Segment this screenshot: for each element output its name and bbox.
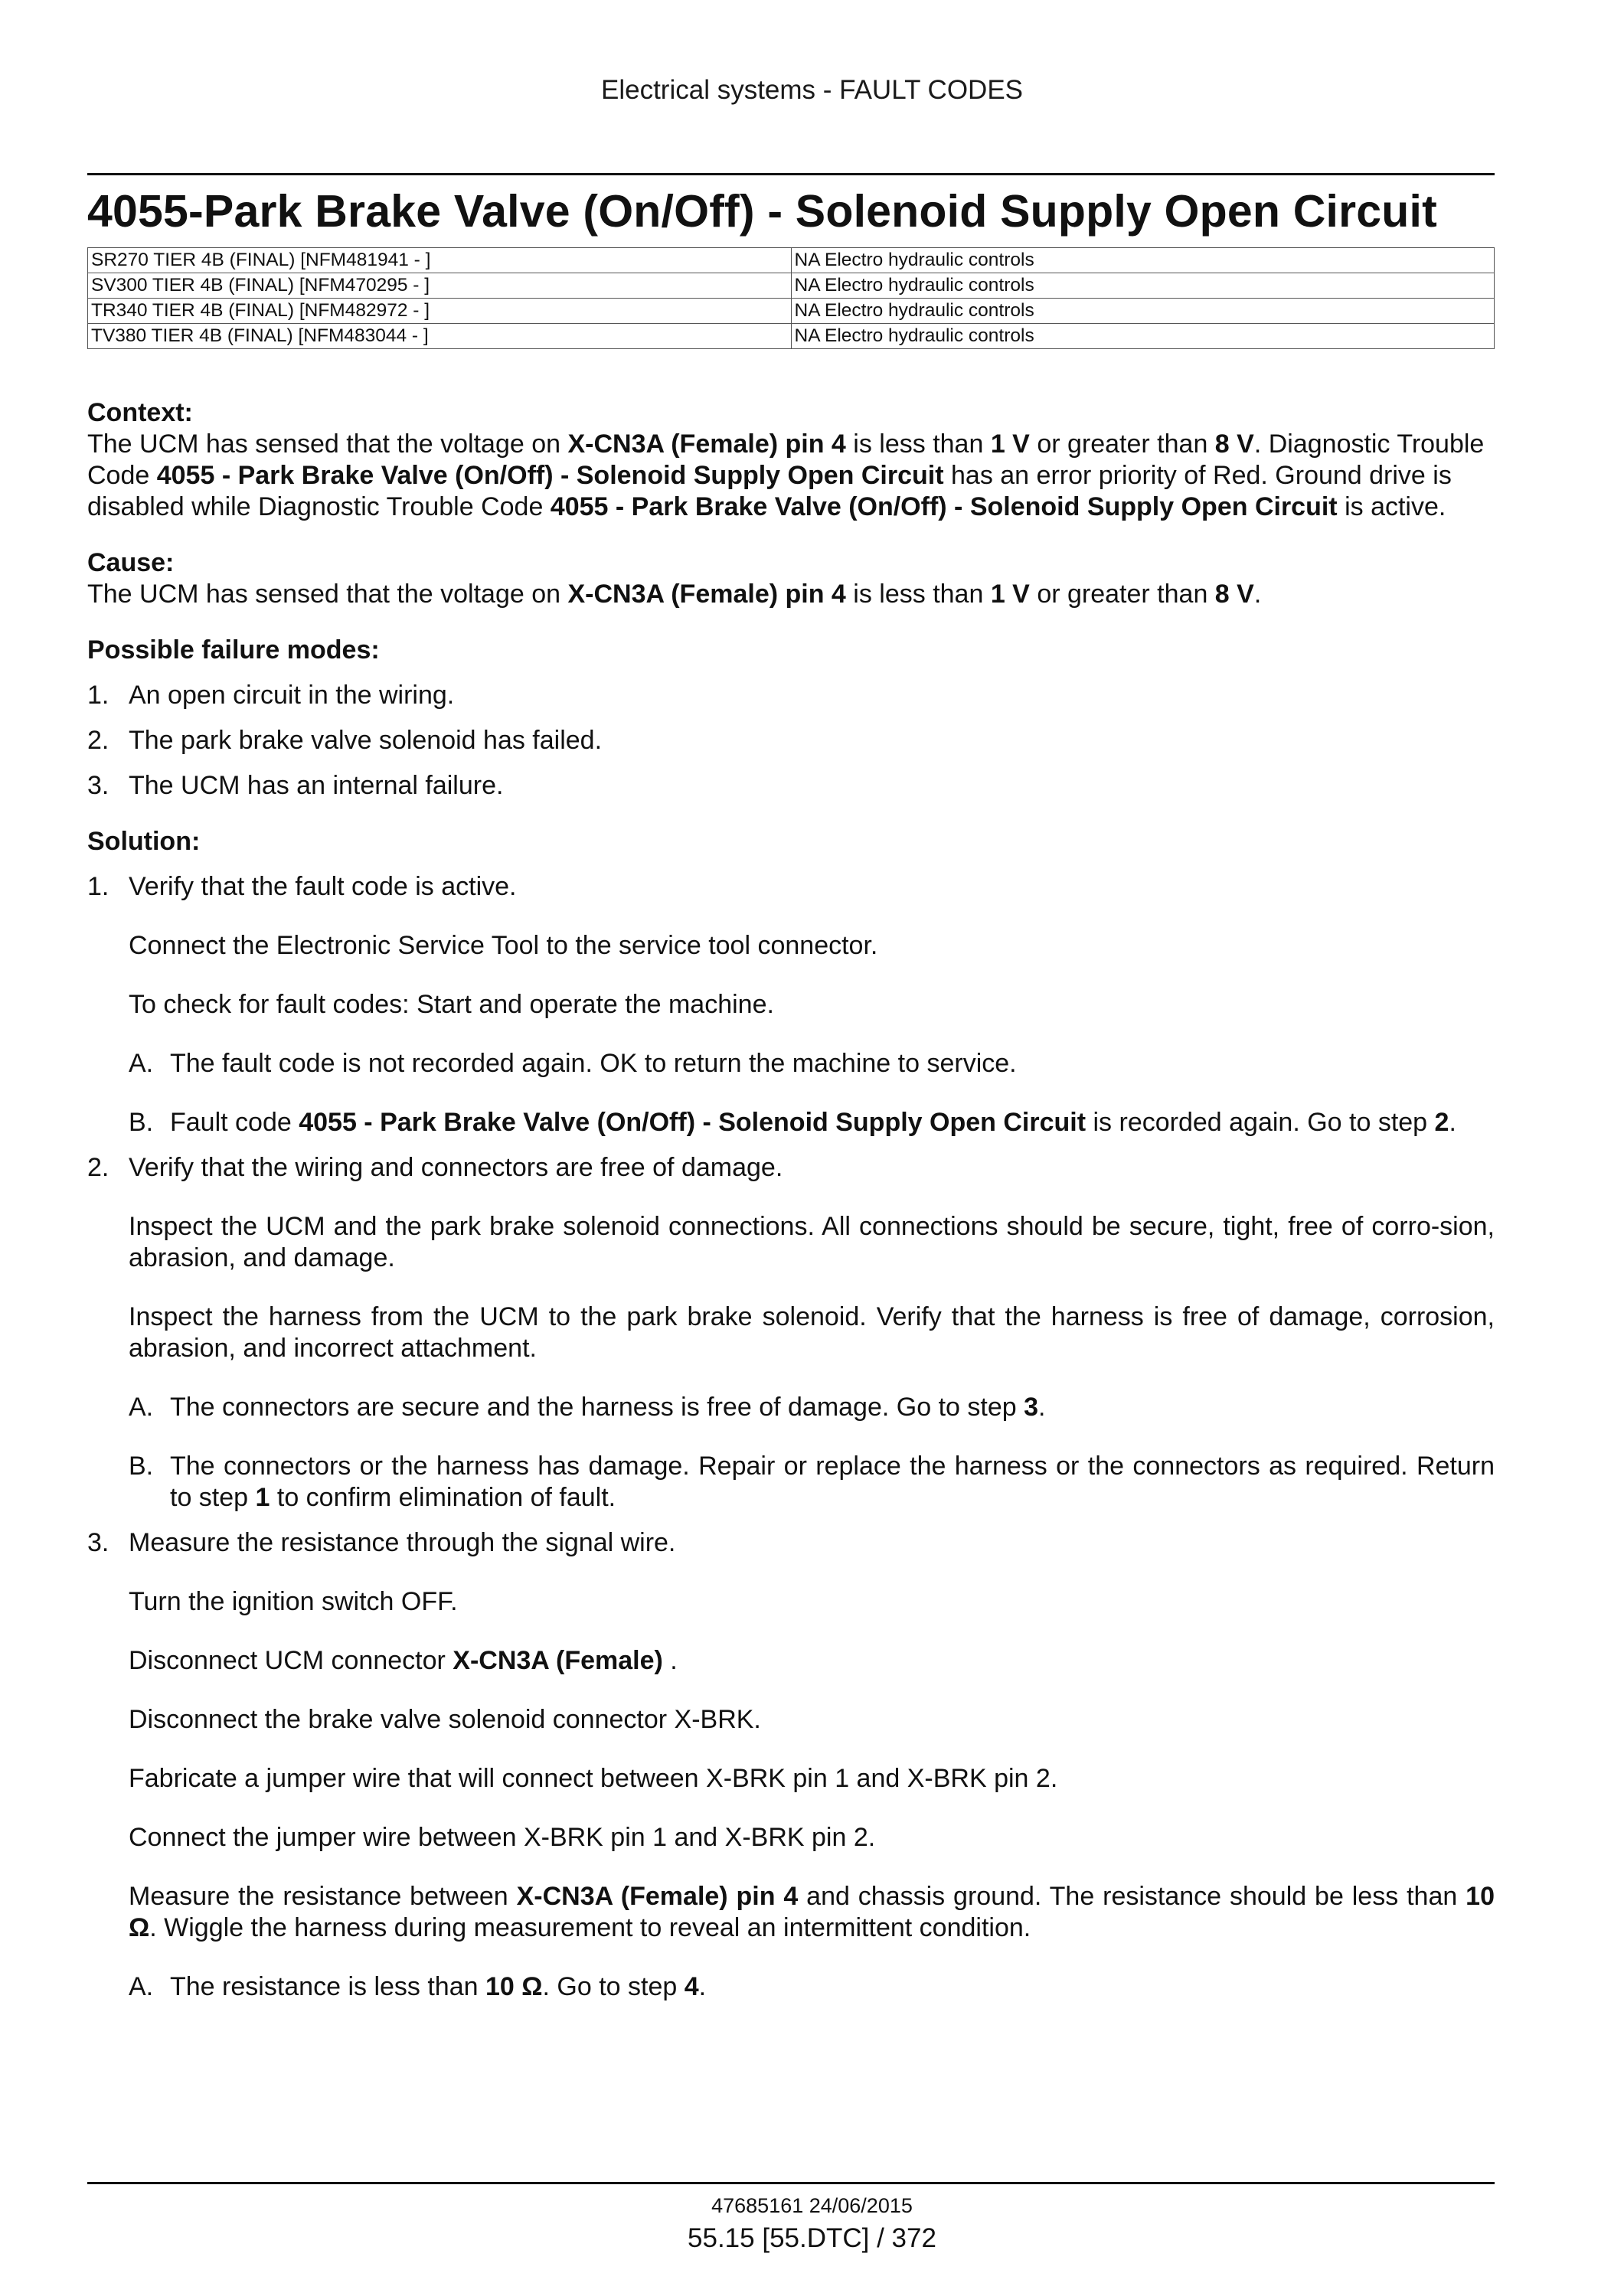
footer-rule bbox=[87, 2182, 1495, 2184]
table-row bbox=[88, 299, 1495, 324]
step-paragraph: Inspect the UCM and the park brake solenoid connections. All connections should be secure, tight, free of corro-sion, abrasion, and damage. bbox=[129, 1212, 1495, 1272]
solution-steps bbox=[87, 871, 1495, 2003]
model-cell: SR270 TIER 4B (FINAL) [NFM481941 - ] bbox=[88, 248, 792, 273]
area-cell: NA Electro hydraulic controls bbox=[791, 299, 1495, 324]
outcome-a: A. The resistance is less than 10 Ω. Go to step 4. bbox=[129, 1972, 707, 2001]
outcome-a: A. The fault code is not recorded again. OK to return the machine to service. bbox=[129, 1049, 1017, 1078]
page-title: 4055-Park Brake Valve (On/Off) - Solenoid Supply Open Circuit bbox=[87, 186, 1437, 237]
model-cell: TV380 TIER 4B (FINAL) [NFM483044 - ] bbox=[88, 324, 792, 349]
step-title: Verify that the fault code is active. bbox=[129, 872, 517, 901]
context-section bbox=[87, 397, 1495, 523]
running-header: Electrical systems - FAULT CODES bbox=[600, 75, 1024, 105]
list-item: 2. The park brake valve solenoid has failed. bbox=[87, 726, 603, 755]
step-paragraph: Turn the ignition switch OFF. bbox=[129, 1587, 458, 1616]
step-paragraph: Disconnect UCM connector X-CN3A (Female) . bbox=[129, 1646, 678, 1675]
area-cell: NA Electro hydraulic controls bbox=[791, 248, 1495, 273]
area-cell: NA Electro hydraulic controls bbox=[791, 324, 1495, 349]
context-label: Context: bbox=[87, 398, 193, 427]
outcome-b: B. Fault code 4055 - Park Brake Valve (On/Off) - Solenoid Supply Open Circuit is recorded again. Go to step 2. bbox=[129, 1108, 1456, 1137]
table-row bbox=[88, 273, 1495, 299]
model-applicability-table bbox=[87, 247, 1495, 349]
table-row bbox=[88, 324, 1495, 349]
cause-section bbox=[87, 547, 1495, 610]
cause-label: Cause: bbox=[87, 548, 175, 577]
outcome-b: B. The connectors or the harness has damage. Repair or replace the harness or the connectors as required. Return to step 1 to confirm elimination of fault. bbox=[129, 1452, 1495, 1512]
solution-label: Solution: bbox=[87, 827, 201, 856]
step-paragraph: Disconnect the brake valve solenoid connector X-BRK. bbox=[129, 1705, 761, 1734]
model-cell: SV300 TIER 4B (FINAL) [NFM470295 - ] bbox=[88, 273, 792, 299]
solution-step-1: 1. Verify that the fault code is active. Connect the Electronic Service Tool to the service tool connector. To check for fault codes: Start and operate the machine. A. The fault code is not recorded again. OK to return the machine to service. B. Fault code 4055 - Park Brake Valve (On/Off) - Solenoid Supply Open Circuit is recorded again. Go to step 2. bbox=[87, 871, 1495, 1138]
footer-page-number: 55.15 [55.DTC] / 372 bbox=[688, 2223, 936, 2253]
solution-section bbox=[87, 826, 1495, 2003]
step-paragraph: Connect the jumper wire between X-BRK pin 1 and X-BRK pin 2. bbox=[129, 1823, 876, 1852]
context-text: The UCM has sensed that the voltage on X-CN3A (Female) pin 4 is less than 1 V or greater than 8 V. Diagnostic Trouble Code 4055 - Park Brake Valve (On/Off) - Solenoid Supply Open Circuit has an error priority of Red. Ground drive is disabled while Diagnostic Trouble Code 4055 - Park Brake Valve (On/Off) - Solenoid Supply Open Circuit is active. bbox=[87, 429, 1485, 521]
step-paragraph: Connect the Electronic Service Tool to the service tool connector. bbox=[129, 931, 878, 960]
step-title: Measure the resistance through the signal wire. bbox=[129, 1528, 676, 1557]
step-paragraph: To check for fault codes: Start and operate the machine. bbox=[129, 990, 774, 1019]
solution-step-3: 3. Measure the resistance through the signal wire. Turn the ignition switch OFF. Disconnect UCM connector X-CN3A (Female) . Disconnect the brake valve solenoid connector X-BRK. Fabricate a jumper wire that will connect between X-BRK pin 1 and X-BRK pin 2. Connect the jumper wire between X-BRK pin 1 and X-BRK pin 2. Measure the resistance between X-CN3A (Female) pin 4 and chassis ground. The resistance should be less than 10 Ω. Wiggle the harness during measurement to reveal an intermittent condition. A. The resistance is less than 10 Ω. Go to step 4. bbox=[87, 1528, 1495, 2001]
list-item: 3. The UCM has an internal failure. bbox=[87, 771, 504, 800]
solution-step-2: 2. Verify that the wiring and connectors are free of damage. Inspect the UCM and the park brake solenoid connections. All connections should be secure, tight, free of corro-sion, abrasion, and damage. Inspect the harness from the UCM to the park brake solenoid. Verify that the harness is free of damage, corrosion, abrasion, and incorrect attachment. A. The connectors are secure and the harness is free of damage. Go to step 3. B. The connectors or the harness has damage. Repair or replace the harness or the connectors as required. Return to step 1 to confirm elimination of fault. bbox=[87, 1153, 1495, 1512]
step-paragraph: Inspect the harness from the UCM to the park brake solenoid. Verify that the harness is free of damage, corrosion, abrasion, and incorrect attachment. bbox=[129, 1302, 1495, 1363]
footer-document-id: 47685161 24/06/2015 bbox=[711, 2194, 913, 2217]
failure-modes-label: Possible failure modes: bbox=[87, 635, 380, 665]
step-paragraph: Fabricate a jumper wire that will connect between X-BRK pin 1 and X-BRK pin 2. bbox=[129, 1764, 1058, 1793]
outcome-a: A. The connectors are secure and the harness is free of damage. Go to step 3. bbox=[129, 1393, 1046, 1422]
page-content bbox=[87, 173, 1495, 2003]
area-cell: NA Electro hydraulic controls bbox=[791, 273, 1495, 299]
list-item: 1. An open circuit in the wiring. bbox=[87, 681, 455, 710]
cause-text: The UCM has sensed that the voltage on X-CN3A (Female) pin 4 is less than 1 V or greater than 8 V. bbox=[87, 580, 1262, 609]
step-title: Verify that the wiring and connectors are free of damage. bbox=[129, 1153, 783, 1182]
failure-modes-list bbox=[87, 680, 1495, 802]
step-paragraph: Measure the resistance between X-CN3A (Female) pin 4 and chassis ground. The resistance should be less than 10 Ω. Wiggle the harness during measurement to reveal an intermittent condition. bbox=[129, 1882, 1495, 1942]
title-rule bbox=[87, 173, 1495, 175]
model-cell: TR340 TIER 4B (FINAL) [NFM482972 - ] bbox=[88, 299, 792, 324]
failure-modes-section bbox=[87, 635, 1495, 802]
table-row bbox=[88, 248, 1495, 273]
